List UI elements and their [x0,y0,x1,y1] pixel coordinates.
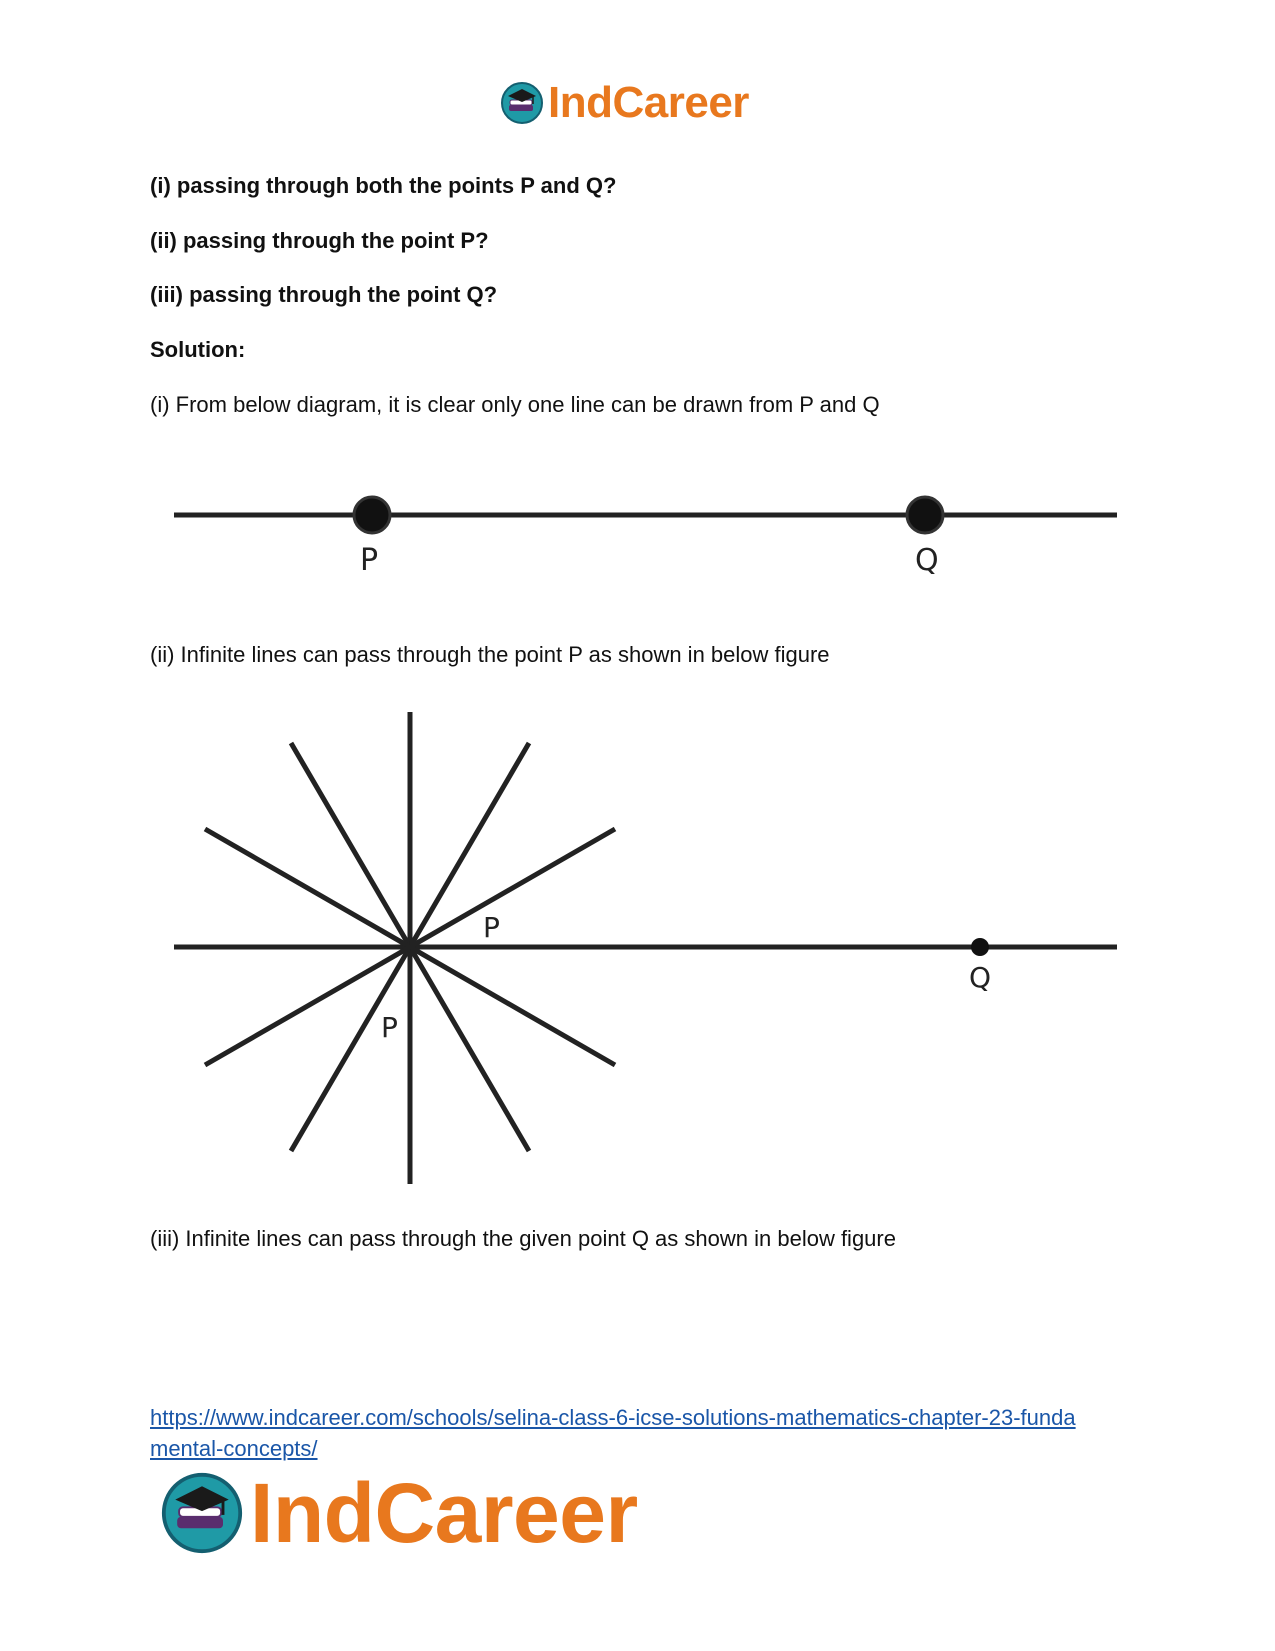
label-p: P [360,543,379,578]
footer-logo-text: IndCareer [250,1465,638,1560]
source-link-line-2: mental-concepts/ [150,1436,318,1461]
footer-logo [160,1465,638,1560]
question-3: (iii) passing through the point Q? [150,282,498,307]
question-1: (i) passing through both the points P and Q? [150,173,617,198]
solution-heading: Solution: [150,337,246,362]
header-logo-text: IndCareer [548,78,749,127]
solution-part-3: (iii) Infinite lines can pass through the given point Q as shown in below figure [150,1226,896,1251]
solution-part-1: (i) From below diagram, it is clear only one line can be drawn from P and Q [150,392,880,417]
label-q: Q [915,543,939,578]
label-q: Q [969,961,992,994]
solution-part-2: (ii) Infinite lines can pass through the point P as shown in below figure [150,642,830,667]
label-p-right: P [483,911,500,944]
point-q [971,938,989,956]
label-p-lower: P [381,1011,398,1044]
source-link-line-1: https://www.indcareer.com/schools/selina-class-6-icse-solutions-mathematics-chapter-23-funda [150,1405,1076,1430]
graduation-cap-books-icon [160,1471,244,1555]
question-2: (ii) passing through the point P? [150,228,489,253]
source-link[interactable] [150,1402,1130,1464]
